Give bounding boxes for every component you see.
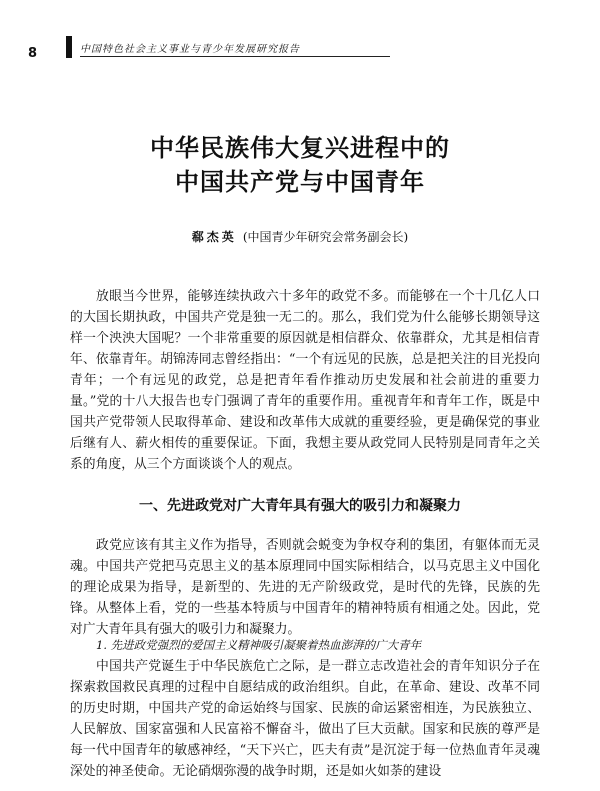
section-heading: 一、先进政党对广大青年具有强大的吸引力和凝聚力: [139, 498, 461, 514]
article-title-line-2: 中国共产党与中国青年: [175, 168, 425, 196]
subsection-paragraph: 中国共产党诞生于中华民族危亡之际，是一群立志改造社会的青年知识分子在探索救国救民真理的过程中自愿结成的政治组织。自此，在革命、建设、改革不同的历史时期，中国共产党的命运始终与国家、民族的命运紧密相连，为民族独立、人民解放、国家富强和人民富裕不懈奋斗，做出了巨大贡献。国家和民族的尊严是每一代中国青年的敏感神经，“天下兴亡，匹夫有责”是沉淀于每一位热血青年灵魂深处的神圣使命。无论硝烟弥漫的战争时期，还是如火如荼的建设: [70, 659, 540, 779]
article-title-line-1: 中华民族伟大复兴进程中的: [150, 134, 450, 162]
section-paragraph: 政党应该有其主义作为指导，否则就会蜕变为争权夺利的集团，有躯体而无灵魂。中国共产党把马克思主义的基本原理同中国实际相结合，以马克思主义中国化的理论成果为指导，是新型的、先进的无产阶级政党，是时代的先锋，民族的先锋。从整体上看，党的一些基本特质与中国青年的精神特质有相通之处。因此，党对广大青年具有强大的吸引力和凝聚力。: [70, 538, 540, 637]
author-name: 郗杰英: [191, 230, 237, 244]
intro-paragraph: 放眼当今世界，能够连续执政六十多年的政党不多。而能够在一个十几亿人口的大国长期执政，中国共产党是独一无二的。那么，我们党为什么能够长期领导这样一个泱泱大国呢？一个非常重要的原因就是相信群众、依靠群众，尤其是相信青年、依靠青年。胡锦涛同志曾经指出：“一个有远见的民族，总是把关注的目光投向青年；一个有远见的政党，总是把青年看作推动历史发展和社会前进的重要力量。”党的十八大报告也专门强调了青年的重要作用。重视青年和青年工作，既是中国共产党带领人民取得革命、建设和改革伟大成就的重要经验，更是确保党的事业后继有人、薪火相传的重要保证。下面，我想主要从政党同人民特别是同青年之关系的角度，从三个方面谈谈个人的观点。: [70, 289, 540, 472]
author-line: [0, 228, 600, 245]
header-rule: [80, 56, 390, 57]
page-number: 8: [28, 46, 38, 61]
running-header: [28, 34, 588, 64]
series-title: 中国特色社会主义事业与青少年发展研究报告: [80, 44, 300, 55]
subsection-heading: 1. 先进政党强烈的爱国主义精神吸引凝聚着热血澎湃的广大青年: [96, 638, 422, 652]
header-bar-decoration: [66, 36, 72, 58]
author-role: (中国青少年研究会常务副会长): [242, 230, 409, 244]
